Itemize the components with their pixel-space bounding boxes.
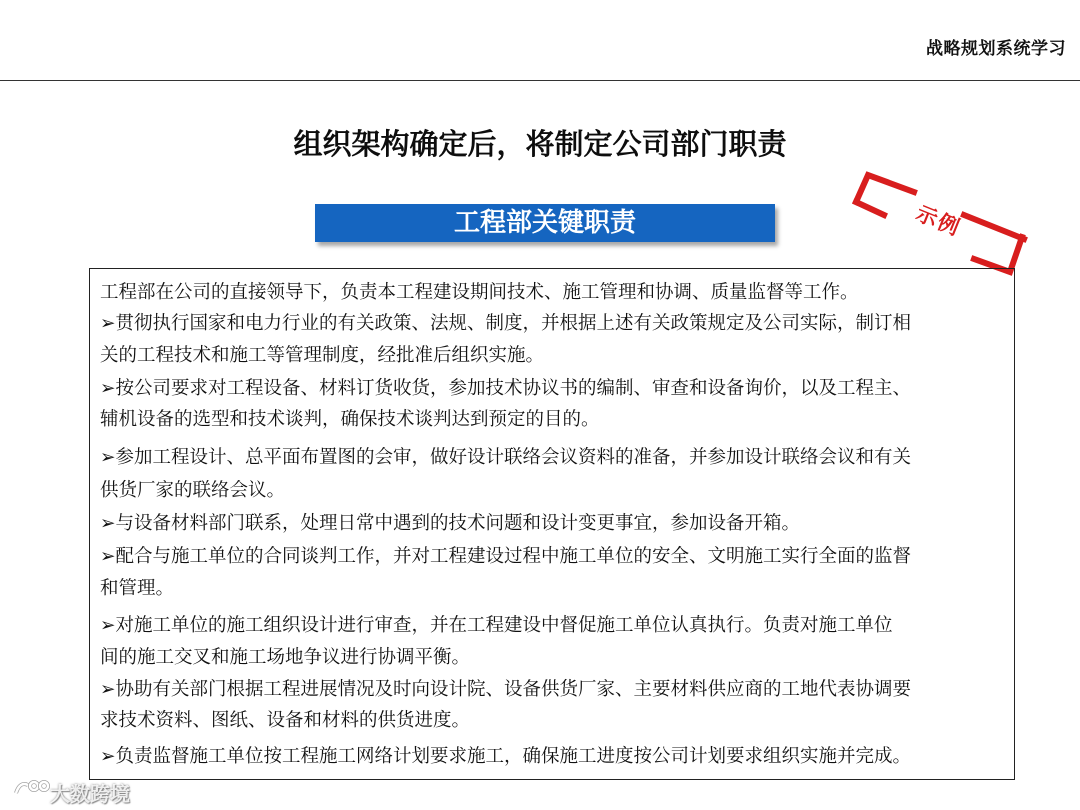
- duty-line: ➢负责监督施工单位按工程施工网络计划要求施工，确保施工进度按公司计划要求组织实施并完成。: [100, 746, 912, 767]
- duty-line: ➢对施工单位的施工组织设计进行审查，并在工程建设中督促施工单位认真执行。负责对施工单位: [100, 615, 893, 636]
- duty-line: ➢按公司要求对工程设备、材料订货收货，参加技术协议书的编制、审查和设备询价，以及工程主、: [100, 378, 912, 399]
- duty-line: ➢配合与施工单位的合同谈判工作，并对工程建设过程中施工单位的安全、文明施工实行全面的监督: [100, 546, 912, 567]
- header-divider: [0, 80, 1080, 81]
- duty-line: ➢协助有关部门根据工程进展情况及时向设计院、设备供货厂家、主要材料供应商的工地代表协调要: [100, 679, 912, 700]
- duty-line: ➢参加工程设计、总平面布置图的会审，做好设计联络会议资料的准备，并参加设计联络会议和有关: [100, 447, 912, 468]
- duty-line: 辅机设备的选型和技术谈判，确保技术谈判达到预定的目的。: [100, 409, 600, 430]
- duty-line: 和管理。: [100, 578, 175, 599]
- watermark-text: 大数跨境: [50, 782, 130, 806]
- example-stamp-label: 示例: [912, 201, 965, 241]
- duty-line: 求技术资料、图纸、设备和材料的供货进度。: [100, 710, 471, 731]
- page-title: 组织架构确定后，将制定公司部门职责: [293, 127, 787, 161]
- duty-line: 间的施工交叉和施工场地争议进行协调平衡。: [100, 647, 471, 668]
- section-banner: 工程部关键职责: [315, 204, 775, 242]
- duty-line: ➢贯彻执行国家和电力行业的有关政策、法规、制度，并根据上述有关政策规定及公司实际，制订相: [100, 313, 912, 334]
- header-title: 战略规划系统学习: [926, 39, 1066, 59]
- duty-line: ➢与设备材料部门联系，处理日常中遇到的技术问题和设计变更事宜，参加设备开箱。: [100, 513, 801, 534]
- duty-line: 关的工程技术和施工等管理制度，经批准后组织实施。: [100, 345, 545, 366]
- duty-line: 供货厂家的联络会议。: [100, 480, 286, 501]
- duty-line: 工程部在公司的直接领导下，负责本工程建设期间技术、施工管理和协调、质量监督等工作。: [100, 282, 859, 303]
